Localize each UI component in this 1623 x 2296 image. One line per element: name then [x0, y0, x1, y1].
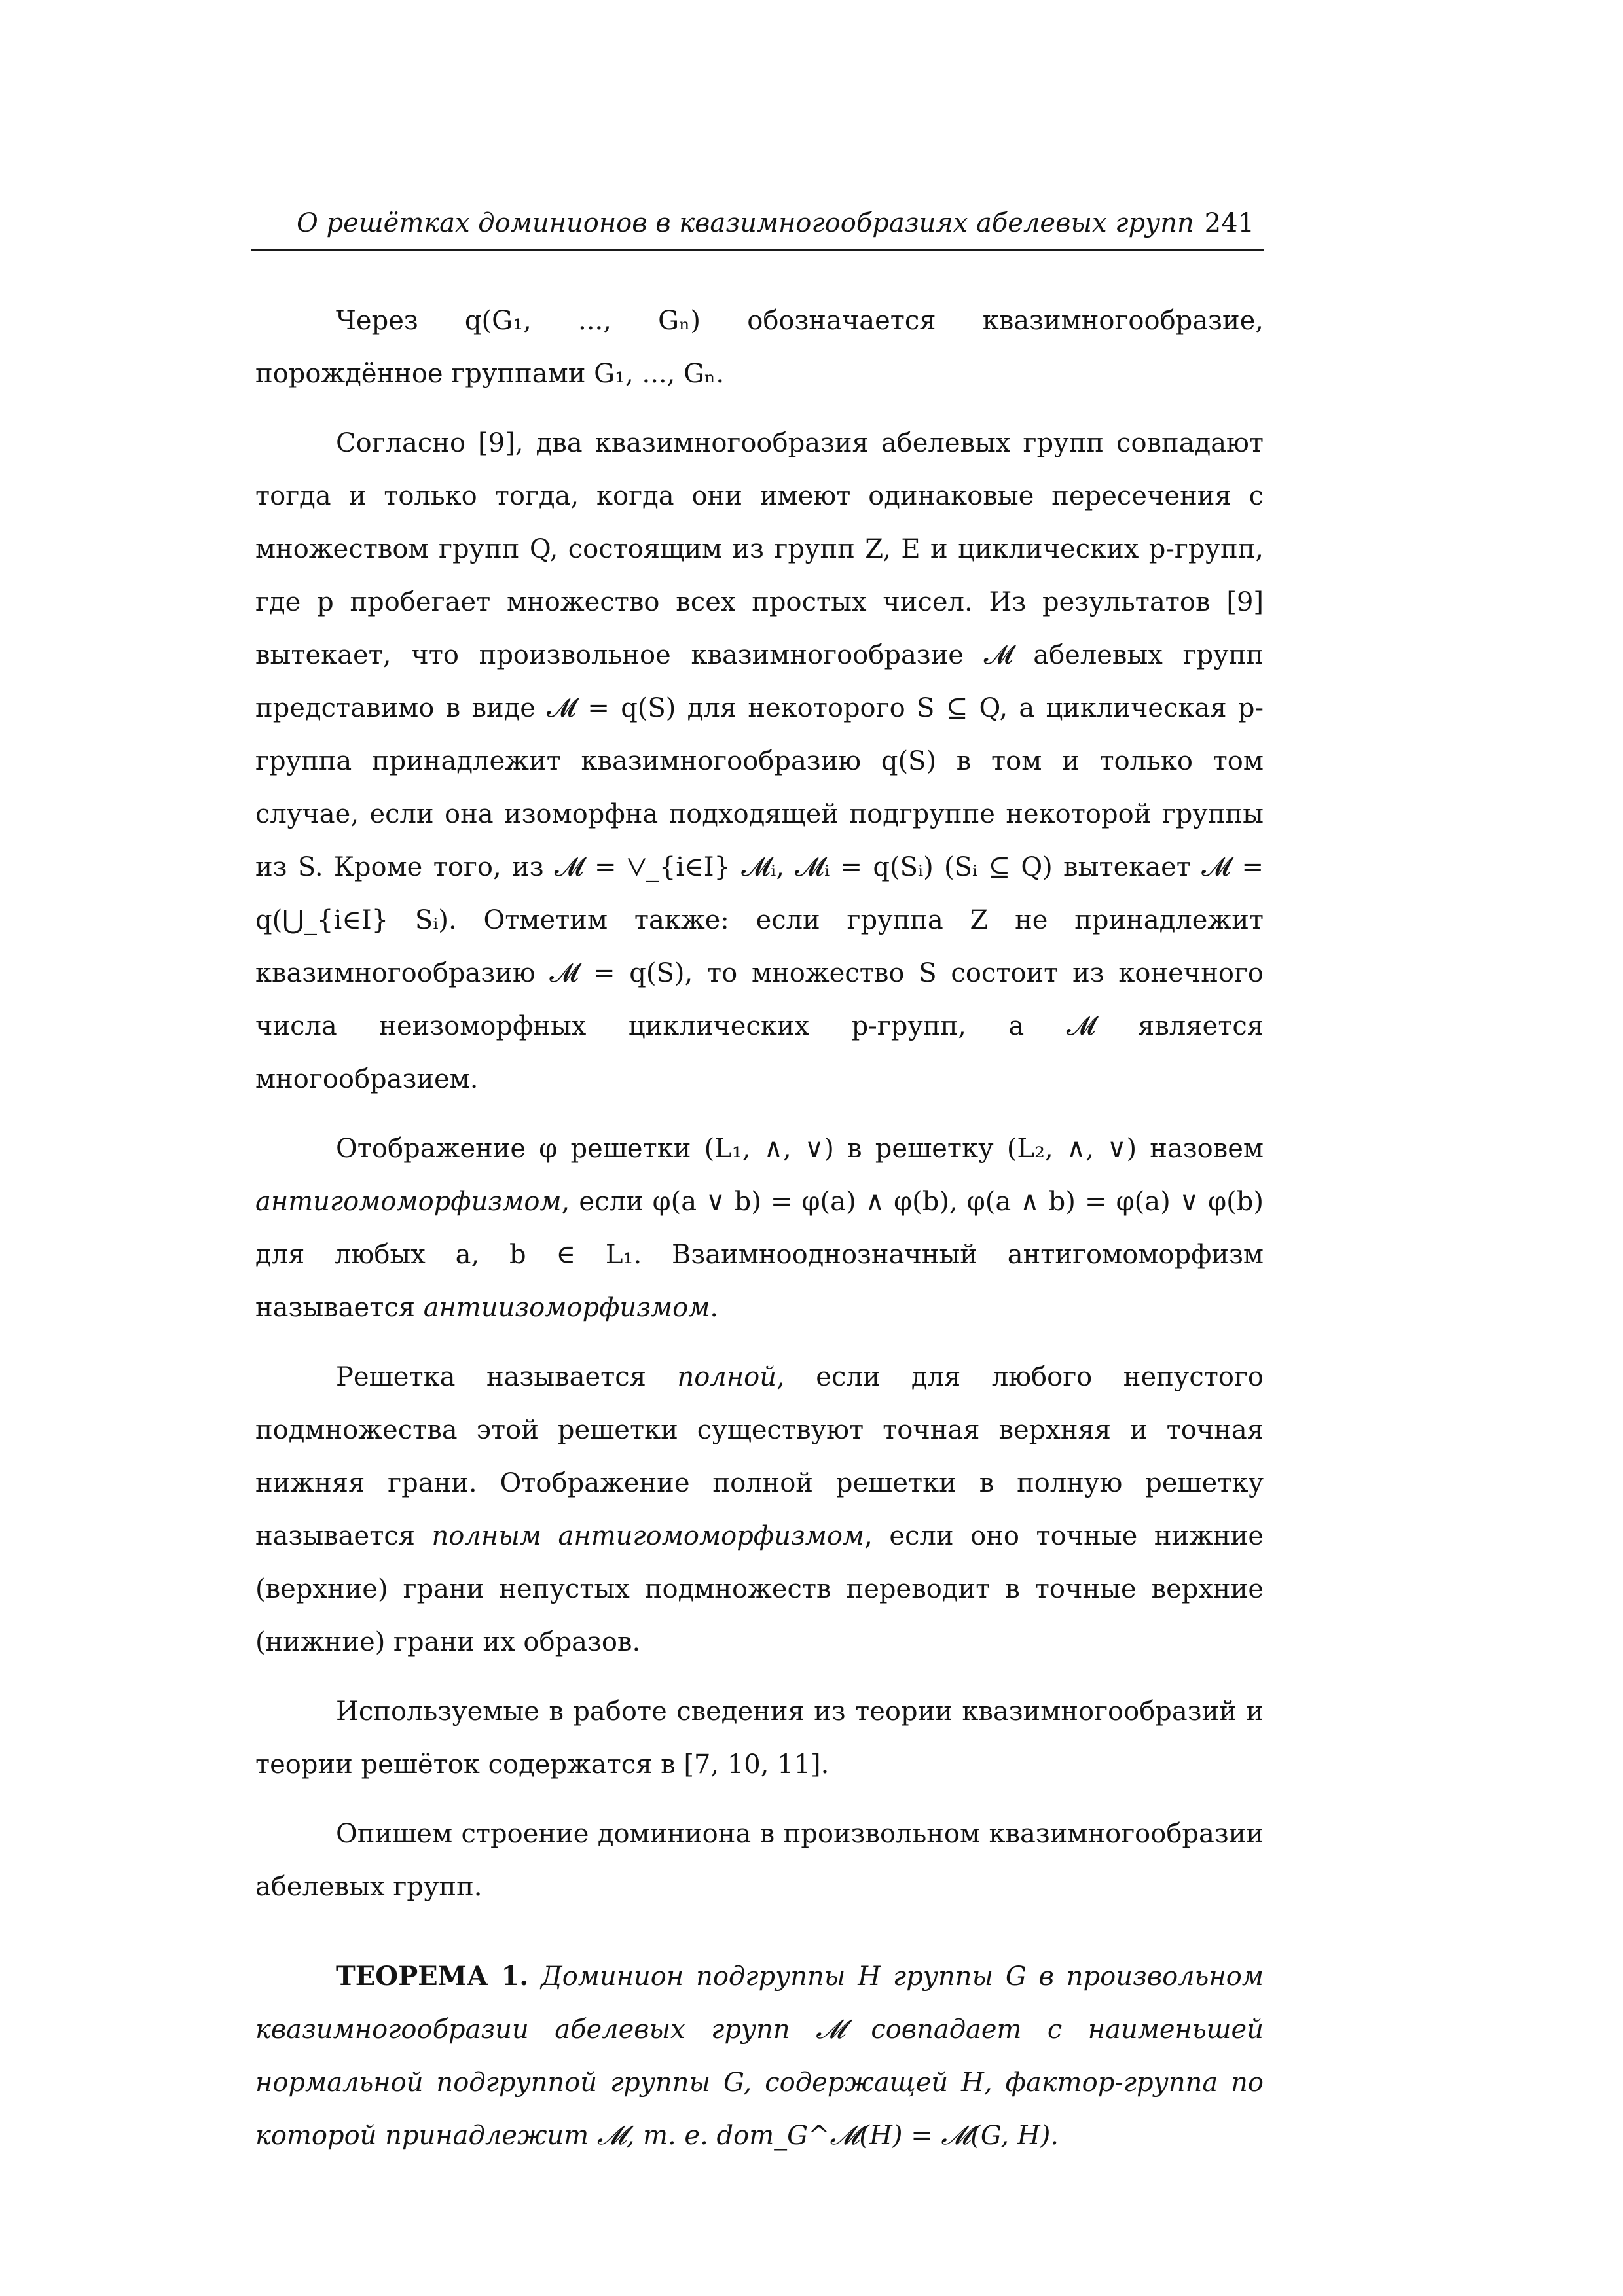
paragraph-references: Используемые в работе сведения из теории квазимногообразий и теории решёток содержатся в [7, 10, 11].: [255, 1696, 1264, 1780]
text-segment: , если для любого непустого подмножества этой решетки существуют точная верхняя и точная нижняя грани. Отображение полной решетки в полную решетку называется: [255, 1362, 1264, 1551]
text-segment: Решетка называется: [336, 1362, 678, 1392]
text-segment: , если оно точные нижние (верхние) грани непустых подмножеств переводит в точные верхние (нижние) грани их образов.: [255, 1521, 1264, 1657]
term-antihomomorphism: антигомоморфизмом: [255, 1187, 562, 1217]
paragraph-antihomomorphism: [255, 1122, 1264, 1335]
text-segment: , если φ(a ∨ b) = φ(a) ∧ φ(b), φ(a ∧ b) = φ(a) ∨ φ(b) для любых a, b ∈ L₁. Взаимнооднозначный антигомоморфизм называется: [255, 1187, 1264, 1323]
paragraph-intro-theorem: Опишем строение доминиона в произвольном квазимногообразии абелевых групп.: [255, 1819, 1264, 1902]
text-segment: .: [710, 1293, 719, 1323]
paragraph-notation: Через q(G₁, ..., Gₙ) обозначается квазимногообразие, порождённое группами G₁, ..., Gₙ.: [255, 306, 1264, 389]
term-antiisomorphism: антиизоморфизмом: [423, 1293, 710, 1323]
text-segment: Отображение φ решетки (L₁, ∧, ∨) в решетку (L₂, ∧, ∨) назовем: [336, 1134, 1264, 1164]
theorem-label: ТЕОРЕМА 1.: [336, 1961, 529, 1992]
body-text: [255, 295, 1264, 2162]
running-title: О решётках доминионов в квазимногообразиях абелевых групп: [297, 208, 1194, 238]
paragraph-quasivarieties: Согласно [9], два квазимногообразия абелевых групп совпадают тогда и только тогда, когда они имеют одинаковые пересечения с множеством групп Q, состоящим из групп Z, E и циклических p-групп, где p пробегает множество всех простых чисел. Из результатов [9] вытекает, что произвольное квазимногообразие 𝓜 абелевых групп представимо в виде 𝓜 = q(S) для некоторого S ⊆ Q, а циклическая p-группа принадлежит квазимногообразию q(S) в том и только том случае, если она изоморфна подходящей подгруппе некоторой группы из S. Кроме того, из 𝓜 = ⋁_{i∈I} 𝓜ᵢ, 𝓜ᵢ = q(Sᵢ) (Sᵢ ⊆ Q) вытекает 𝓜 = q(⋃_{i∈I} Sᵢ). Отметим также: если группа Z не принадлежит квазимногообразию 𝓜 = q(S), то множество S состоит из конечного числа неизоморфных циклических p-групп, а 𝓜 является многообразием.: [255, 428, 1264, 1094]
theorem-1: [255, 1950, 1264, 2162]
theorem-statement: Доминион подгруппы H группы G в произвольном квазимногообразии абелевых групп 𝓜 совпадает с наименьшей нормальной подгруппой группы G, содержащей H, фактор-группа по которой принадлежит 𝓜, т. е. dom_G^𝓜(H) = 𝓜(G, H).: [255, 1962, 1264, 2151]
term-complete: полной: [677, 1362, 777, 1392]
paragraph-complete-lattice: [255, 1351, 1264, 1669]
running-header: [251, 196, 1264, 251]
term-complete-antihomomorphism: полным антигомоморфизмом: [431, 1521, 865, 1551]
page-number: 241: [1204, 208, 1254, 238]
